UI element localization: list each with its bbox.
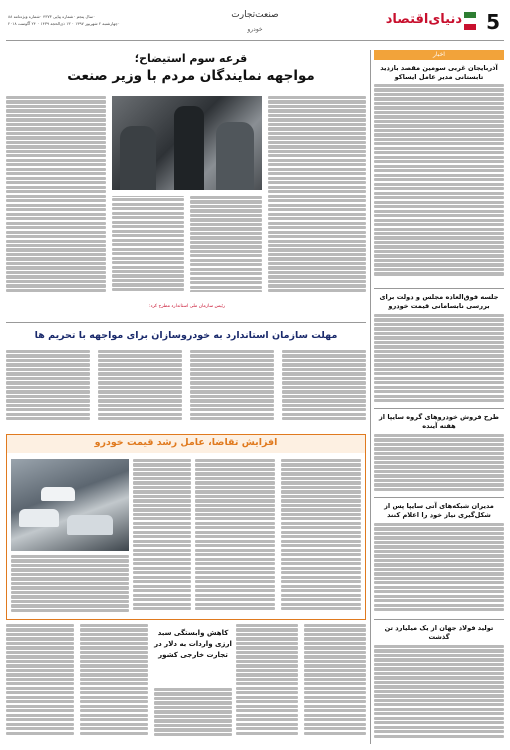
issue-line-1: ۰سال پنجم ۰شماره پیاپی ۴۳۷۳ ۰شماره ویژه‌نامه ۸۸ (8, 14, 96, 19)
page-number: 5 (486, 10, 500, 34)
story-divider (6, 322, 366, 323)
sidebar-divider (374, 288, 504, 289)
logo-text: دنیای‌اقتصاد (385, 12, 462, 27)
section-subtitle: خودرو (247, 26, 263, 33)
bottom-headline-line: کاهش وابستگی سبد (157, 629, 229, 637)
photo-figure (216, 122, 254, 190)
sidebar-item-body (374, 523, 504, 615)
masthead (0, 0, 510, 50)
cars-photo (11, 459, 129, 551)
sidebar-label: اخبار (374, 50, 504, 60)
logo-mark-icon (464, 12, 476, 30)
sidebar-item-title: طرح فروش خودروهای گروه سایپا از هفته آینده (378, 413, 499, 430)
banner-headline: افزایش تقاضا، عامل رشد قیمت خودرو (94, 437, 278, 448)
photo-figure (174, 106, 204, 190)
issue-line-2: ۰چهارشنبه ۲ شهریور ۱۳۹۷ ۰ ۱۳ ذی‌الحجه ۱۴۳۹ ۰ ۲۴ آگوست ۲۰۱۸ (8, 21, 120, 26)
car-shape (41, 487, 75, 501)
lead-body-under-photo (112, 196, 262, 296)
logo (385, 12, 476, 30)
sidebar-divider (374, 408, 504, 409)
bottom-body-left (6, 624, 148, 740)
standards-story (6, 322, 366, 432)
sidebar-item-body (374, 314, 504, 404)
bottom-story (6, 624, 366, 744)
lead-headline: مواجهه نمایندگان مردم با وزیر صنعت (67, 68, 315, 84)
masthead-divider (6, 40, 504, 41)
bottom-headline-line: تجارت خارجی کشور (158, 651, 228, 659)
photo-caption: رئیس سازمان ملی استاندارد مطرح کرد: (148, 304, 226, 309)
banner-body-left (133, 459, 191, 615)
sidebar-item-body (374, 645, 504, 741)
sidebar-item-body (374, 84, 504, 284)
sidebar-item-title: آذربایجان غربی سومین مقصد بازدید تابستانی مدیر عامل ایساکو (380, 64, 498, 81)
banner-headline-strip (7, 435, 365, 453)
banner-body-right (195, 459, 361, 615)
banner-body-under-photo (11, 555, 129, 615)
sidebar-item-title: جلسه فوق‌العاده مجلس و دولت برای بررسی نابسامانی قیمت خودرو (379, 293, 499, 310)
sidebar (374, 50, 504, 744)
sidebar-item-title: تولید فولاد جهان از یک میلیارد تن گذشت (384, 624, 494, 641)
sidebar-item-body (374, 434, 504, 494)
section-title: صنعت‌تجارت (231, 10, 279, 20)
bottom-headline-box (154, 628, 232, 688)
car-shape (19, 509, 59, 527)
photo-figure (120, 126, 156, 190)
lead-story (6, 50, 366, 320)
lead-photo (112, 96, 262, 190)
sidebar-item-title: مدیران شبکه‌های آتی سایپا پس از شکل‌گیری نیاز خود را اعلام کنند (384, 502, 494, 519)
column-divider (370, 50, 371, 744)
bottom-body-middle (154, 688, 232, 740)
standards-body (6, 350, 366, 428)
lead-kicker: قرعه سوم استیضاح؛ (134, 52, 248, 65)
sidebar-divider (374, 619, 504, 620)
bottom-body-right (236, 624, 366, 740)
standards-headline: مهلت سازمان استاندارد به خودروسازان برای مواجهه با تحریم ها (34, 330, 338, 341)
lead-body-left (6, 96, 106, 296)
lead-body-right (268, 96, 366, 296)
bottom-headline-line: ارزی واردات به دلار در (154, 640, 232, 648)
banner-story (6, 434, 366, 620)
sidebar-divider (374, 497, 504, 498)
car-shape (67, 515, 113, 535)
